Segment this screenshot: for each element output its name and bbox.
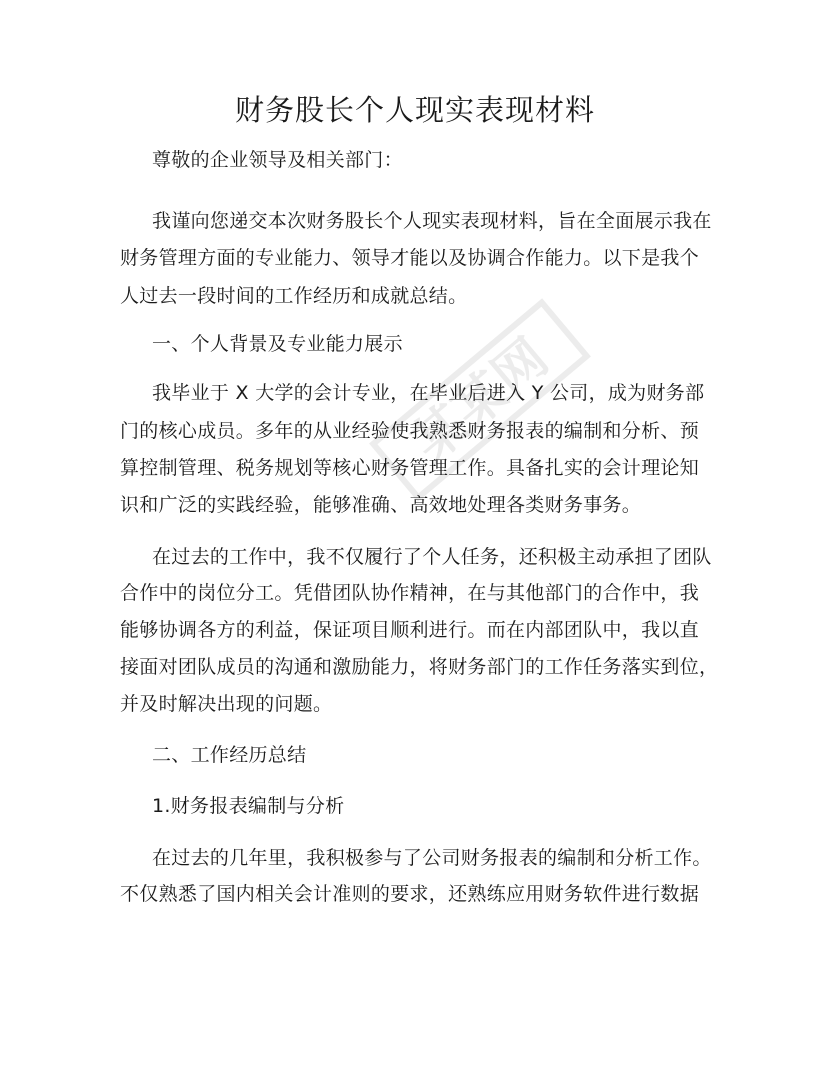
background-line-3: 算控制管理、税务规划等核心财务管理工作。具备扎实的会计理论知 — [120, 457, 700, 479]
teamwork-line-4: 接面对团队成员的沟通和激励能力，将财务部门的工作任务落实到位， — [120, 656, 719, 678]
teamwork-line-5: 并及时解决出现的问题。 — [120, 693, 333, 715]
intro-line-1: 我谨向您递交本次财务股长个人现实表现材料，旨在全面展示我在 — [152, 210, 712, 232]
background-line-2: 门的核心成员。多年的从业经验使我熟悉财务报表的编制和分析、预 — [120, 420, 700, 442]
section-heading-2: 二、工作经历总结 — [152, 744, 307, 766]
teamwork-line-1: 在过去的工作中，我不仅履行了个人任务，还积极主动承担了团队 — [152, 546, 712, 568]
background-line-4: 识和广泛的实践经验，能够准确、高效地处理各类财务事务。 — [120, 494, 642, 516]
reports-line-1: 在过去的几年里，我积极参与了公司财务报表的编制和分析工作。 — [152, 847, 712, 869]
intro-line-3: 人过去一段时间的工作经历和成就总结。 — [120, 285, 468, 307]
background-line-1: 我毕业于 X 大学的会计专业，在毕业后进入 Y 公司，成为财务部 — [152, 382, 705, 404]
salutation: 尊敬的企业领导及相关部门： — [152, 149, 403, 171]
teamwork-line-3: 能够协调各方的利益，保证项目顺利进行。而在内部团队中，我以直 — [120, 619, 700, 641]
watermark-text: 某某网 — [401, 327, 560, 474]
reports-line-2: 不仅熟悉了国内相关会计准则的要求，还熟练应用财务软件进行数据 — [120, 883, 700, 905]
document-title: 财务股长个人现实表现材料 — [234, 93, 595, 127]
section-heading-1: 一、个人背景及专业能力展示 — [152, 333, 403, 355]
subsection-heading-1: 1.财务报表编制与分析 — [152, 795, 345, 817]
intro-line-2: 财务管理方面的专业能力、领导才能以及协调合作能力。以下是我个 — [120, 247, 700, 269]
teamwork-line-2: 合作中的岗位分工。凭借团队协作精神，在与其他部门的合作中，我 — [120, 582, 700, 604]
